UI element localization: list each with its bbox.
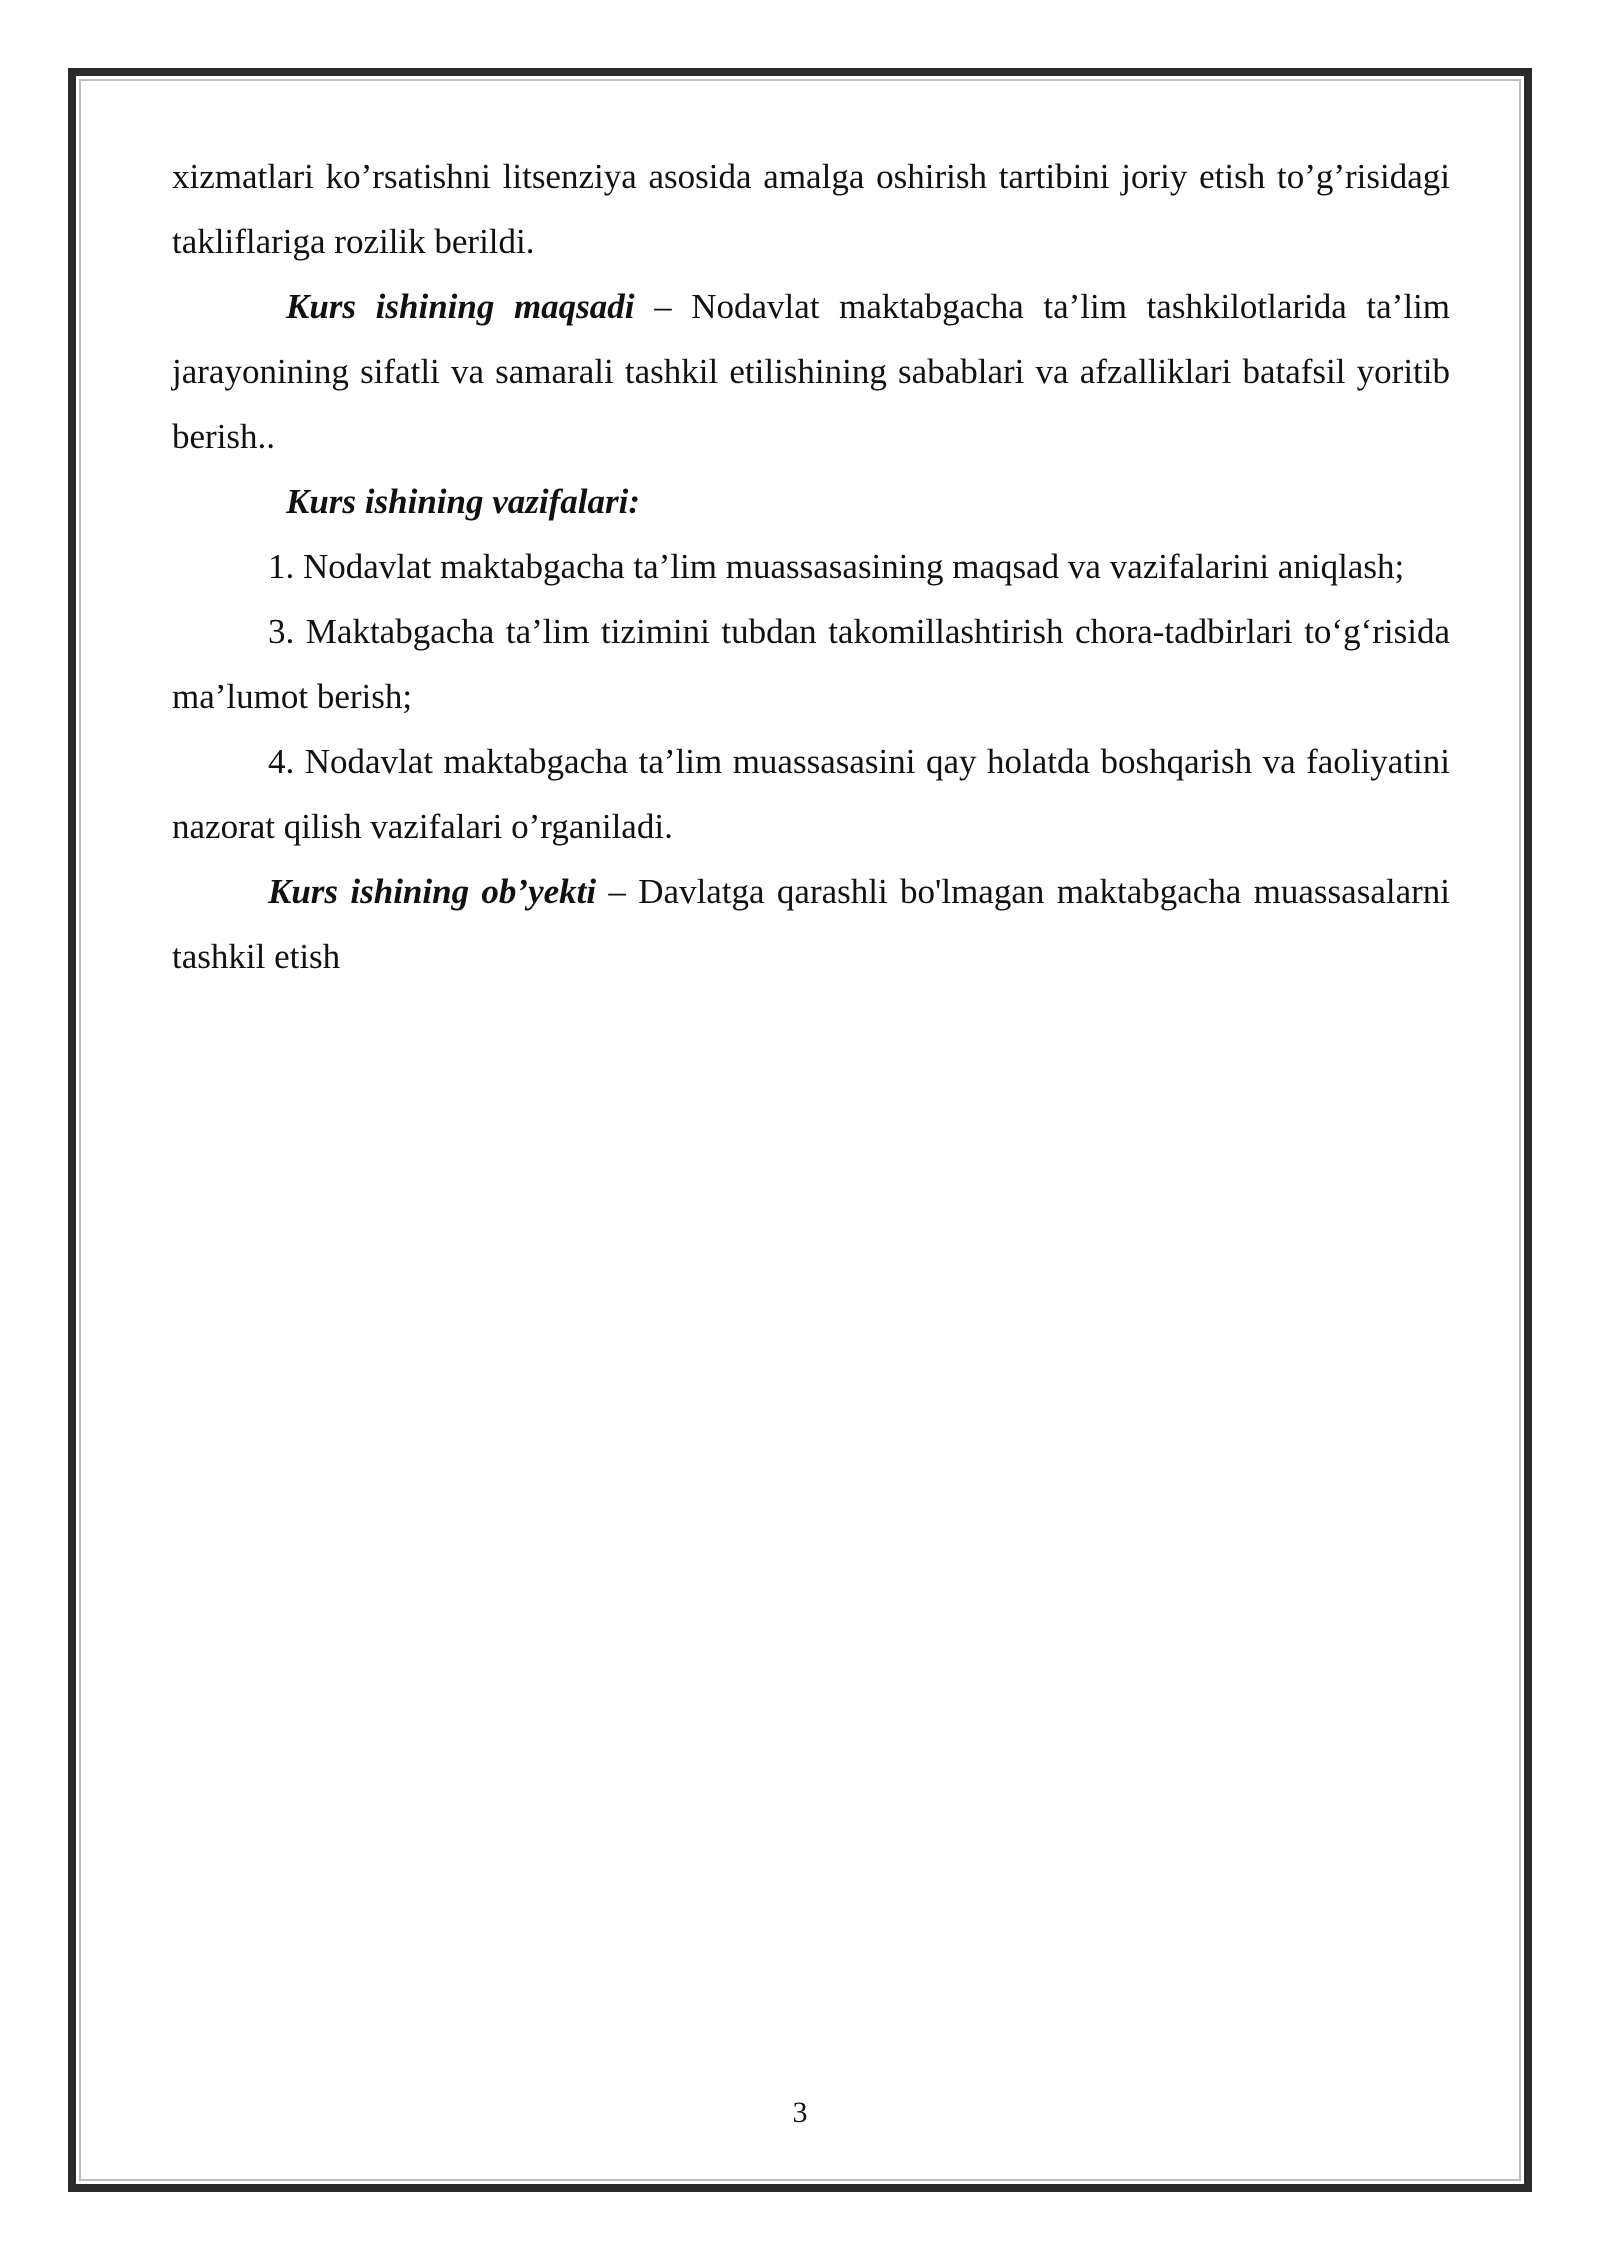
paragraph-course-tasks-heading <box>172 469 1450 534</box>
list-item-task-4: 4. Nodavlat maktabgacha ta’lim muassasasini qay holatda boshqarish va faoliyatini nazorat qilish vazifalari o’rganiladi. <box>172 742 1450 846</box>
document-body <box>172 144 1450 989</box>
course-object-label: Kurs ishining ob’yekti <box>268 872 597 911</box>
course-goal-label: Kurs ishining maqsadi <box>286 287 635 326</box>
course-object-text: – Davlatga qarashli bo'lmagan maktabgacha muassasalarni tashkil etish <box>172 872 1450 976</box>
paragraph-course-object <box>172 859 1450 989</box>
course-goal-text: – Nodavlat maktabgacha ta’lim tashkilotlarida ta’lim jarayonining sifatli va samarali tashkil etilishining sabablari va afzalliklari batafsil yoritib berish.. <box>172 287 1450 456</box>
course-tasks-label: Kurs ishining vazifalari: <box>286 482 640 521</box>
list-item-task-1: 1. Nodavlat maktabgacha ta’lim muassasasining maqsad va vazifalarini aniqlash; <box>268 547 1405 586</box>
paragraph-course-goal <box>172 274 1450 469</box>
paragraph-intro-continuation: xizmatlari ko’rsatishni litsenziya asosida amalga oshirish tartibini joriy etish to’g’risidagi takliflariga rozilik berildi. <box>172 157 1450 261</box>
list-item-task-3: 3. Maktabgacha ta’lim tizimini tubdan takomillashtirish chora-tadbirlari to‘g‘risida ma’lumot berish; <box>172 612 1450 716</box>
page-number: 3 <box>792 2096 808 2129</box>
